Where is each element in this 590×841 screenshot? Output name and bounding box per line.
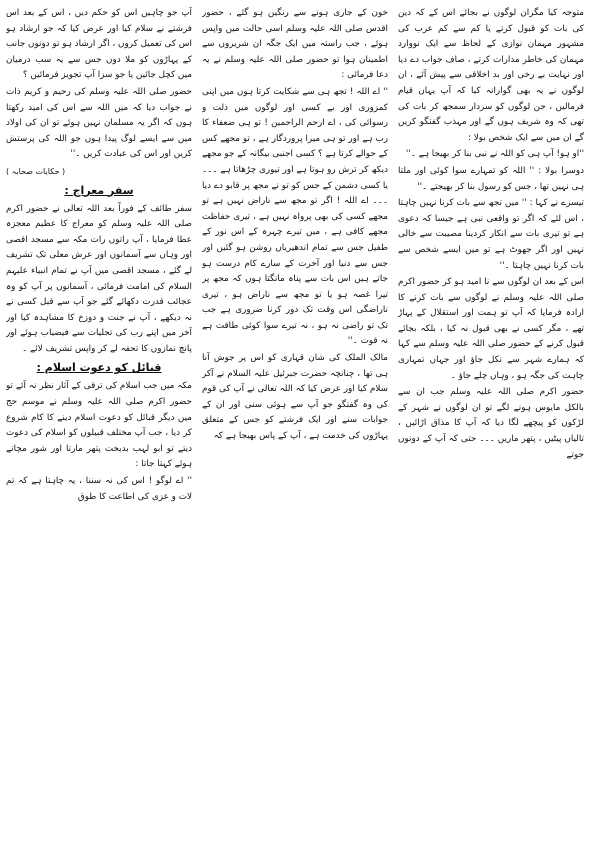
paragraph: مالک الملک کی شان قہاری کو اس پر جوش آنا ہی تھا ، چنانچہ حضرت جبرئیل علیہ السلام نے آکر سلام کیا اور عرض کیا کہ اللہ تعالی نے آپ کی قوم کی وہ گفتگو جو آپ سے ہوئی سنی اور ان کے جوابات سنے اور ایک فرشتے کو جس کے متعلق پہاڑوں کی خدمت ہے ، آپ کے پاس بھیجا ہے کہ — [202, 353, 388, 442]
section-heading-miraj: سفر معراج : — [64, 183, 134, 197]
quote-paragraph: تیسرے نے کہا : '' میں تجھ سے بات کرنا نہیں چاہتا ، اس لئے کہ اگر تو واقعی نبی ہے جیسا کہ دعوی ہے تو تیری بات سے انکار کردینا مصیبت سے خالی نہیں اور اگر جھوٹ ہے تو میں ایسے شخص سے بات کرنا نہیں چاہتا ۔'' — [398, 198, 584, 271]
paragraph: مکہ میں جب اسلام کی ترقی کے آثار نظر نہ آئے تو حضور اکرم صلی اللہ علیہ وسلم نے موسم حج میں دیگر قبائل کو دعوت اسلام دینے کا کام شروع کر دیا ، جب آپ مختلف قبیلوں کو اسلام کی دعوت دیتے تو ابو لہب بدبخت پتھر مارتا اور شور مچاتے ہوئے کہتا جاتا : — [6, 381, 192, 470]
paragraph: اس کے بعد ان لوگوں سے نا امید ہو کر حضور اکرم صلی اللہ علیہ وسلم نے لوگوں سے بات کرنے کا ارادہ فرمایا کہ آپ تو ہمت اور استقلال کے پہاڑ تھے ، مگر کسی نے بھی قبول نہ کیا ، بلکہ بجائے قبول کرنے کے حضور صلی اللہ علیہ وسلم سے کہا کہ ہمارے شہر سے نکل جاؤ اور جہاں تمہاری چاہت کی جگہ ہو ، وہاں چلے جاؤ ۔ — [398, 277, 584, 381]
quote-paragraph: '' اے لوگو ! اس کی نہ سننا ، یہ چاہتا ہے کہ تم لات و عزی کی اطاعت کا طوق — [6, 476, 192, 502]
prayer-paragraph: '' اے اللہ ! تجھ ہی سے شکایت کرتا ہوں میں اپنی کمزوری اور بے کسی اور لوگوں میں ذلت و رسوائی کی ، اے ارحم الراحمین ! تو ہی ضعفاء کا رب ہے اور تو ہی میرا پروردگار ہے ، تو مجھے کس کے حوالے کرتا ہے ؟ کسی اجنبی بیگانہ کے جو مجھے دیکھ کر ترش رو ہوتا ہے اور تیوری چڑھاتا ہے ۔۔۔ یا کسی دشمن کے جس کو تو نے مجھ پر قابو دے دیا ۔۔۔ اے اللہ ! اگر تو مجھ سے ناراض نہیں ہے تو مجھے کسی کی بھی پرواہ نہیں ہے ، تیری حفاظت مجھے کافی ہے ، میں تیرے چہرہ کے اس نور کے طفیل جس سے تمام اندھیریاں روشن ہو گئیں اور جس سے دنیا اور آخرت کے سارے کام درست ہو جاتے ہیں اس بات سے پناہ مانگتا ہوں کہ مجھ پر تیرا غصہ ہو یا تو مجھ سے ناراض ہو ، تیری ناراضگی اس وقت تک دور کرنا ضروری ہے جب تک تو راضی نہ ہو ، نہ تیرے سوا کوئی طاقت ہے نہ قوت ۔'' — [202, 86, 388, 347]
quote-paragraph: دوسرا بولا : '' اللہ کو تمہارے سوا کوئی اور ملتا ہی نہیں تھا ، جس کو رسول بنا کر بھیجتے ۔'' — [398, 165, 584, 192]
paragraph: حضور صلی اللہ علیہ وسلم کی رحیم و کریم ذات نے جواب دیا کہ میں اللہ سے اس کی امید رکھتا ہوں کہ اگر یہ مسلمان نہیں ہوئے تو ان کی اولاد میں سے ایسے لوگ پیدا ہوں جو اللہ کی پرستش کریں اور اس کی عبادت کریں ۔'' — [6, 86, 192, 160]
column-right — [398, 6, 584, 837]
source-reference: ( حکایات صحابہ ) — [6, 166, 66, 176]
paragraph: حضور اکرم صلی اللہ علیہ وسلم جب ان سے بالکل مایوس ہونے لگے تو ان لوگوں نے شہر کے لڑکوں کو پیچھے لگا دیا کہ آپ کا مذاق اڑائیں ، تالیاں پیٹیں ، پتھر ماریں ۔۔۔ حتی کہ آپ کے دونوں جوتے — [398, 387, 584, 460]
paragraph: سفر طائف کے فوراً بعد اللہ تعالی نے حضور اکرم صلی اللہ علیہ وسلم کو معراج کا عظیم معجزہ عطا فرمایا ، آپ راتوں رات مکہ سے مسجد اقصی اور وہاں سے آسمانوں اور عرش معلی تک تشریف لے گئے ، مسجد اقصی میں آپ نے تمام انبیاء علیہم السلام کی امامت فرمائی ، آسمانوں پر آپ کو وہ عجائب قدرت دکھائے گئے جو آپ سے قبل کسی نے نہ دیکھے ، آپ نے جنت و دوزخ کا مشاہدہ کیا اور آخر میں اپنے رب کی تجلیات سے فیضیاب ہوئے اور پانچ نمازوں کا تحفہ لے کر واپس تشریف لائے ۔ — [6, 203, 192, 354]
paragraph: خون کے جاری ہونے سے رنگین ہو گئے ، حضور اقدس صلی اللہ علیہ وسلم اسی حالت میں واپس ہوئے ، جب راستہ میں ایک جگہ ان شریروں سے اطمینان ہوا تو حضور صلی اللہ علیہ وسلم نے یہ دعا فرمائی : — [202, 8, 388, 81]
paragraph: آپ جو چاہیں اس کو حکم دیں ، اس کے بعد اس فرشتے نے سلام کیا اور عرض کیا کہ جو ارشاد ہو اس کی تعمیل کروں ، اگر ارشاد ہو تو دونوں جانب کے پہاڑوں کو ملا دوں جس سے یہ سب درمیان میں کچل جائیں یا جو سزا آپ تجویز فرمائیں ؟ — [6, 8, 192, 81]
column-left — [6, 6, 192, 837]
column-middle — [202, 6, 388, 837]
section-heading-tribes: قبائل کو دعوت اسلام : — [36, 361, 162, 375]
paragraph: متوجہ کیا مگران لوگوں نے بجائے اس کے کہ دین کی بات کو قبول کرتے یا کم سے کم عرب کی مشہور مہمان نوازی کے لحاظ سے ایک نووارد مہمان کی خاطر مدارات کرتے ، صاف جواب دے دیا اور نہایت بے رخی اور بد اخلاقی سے پیش آئے ، ان لوگوں نے یہ بھی گوارانہ کیا کہ آپ یہاں قیام فرمالیں ، جن لوگوں کو سردار سمجھ کر بات کی تھی کہ وہ شریف ہوں گے اور مہذب گفتگو کریں گے ان میں سے ایک شخص بولا : — [398, 8, 584, 143]
quote-paragraph: ''او ہو! آپ ہی کو اللہ نے نبی بنا کر بھیجا ہے ۔'' — [405, 149, 584, 160]
